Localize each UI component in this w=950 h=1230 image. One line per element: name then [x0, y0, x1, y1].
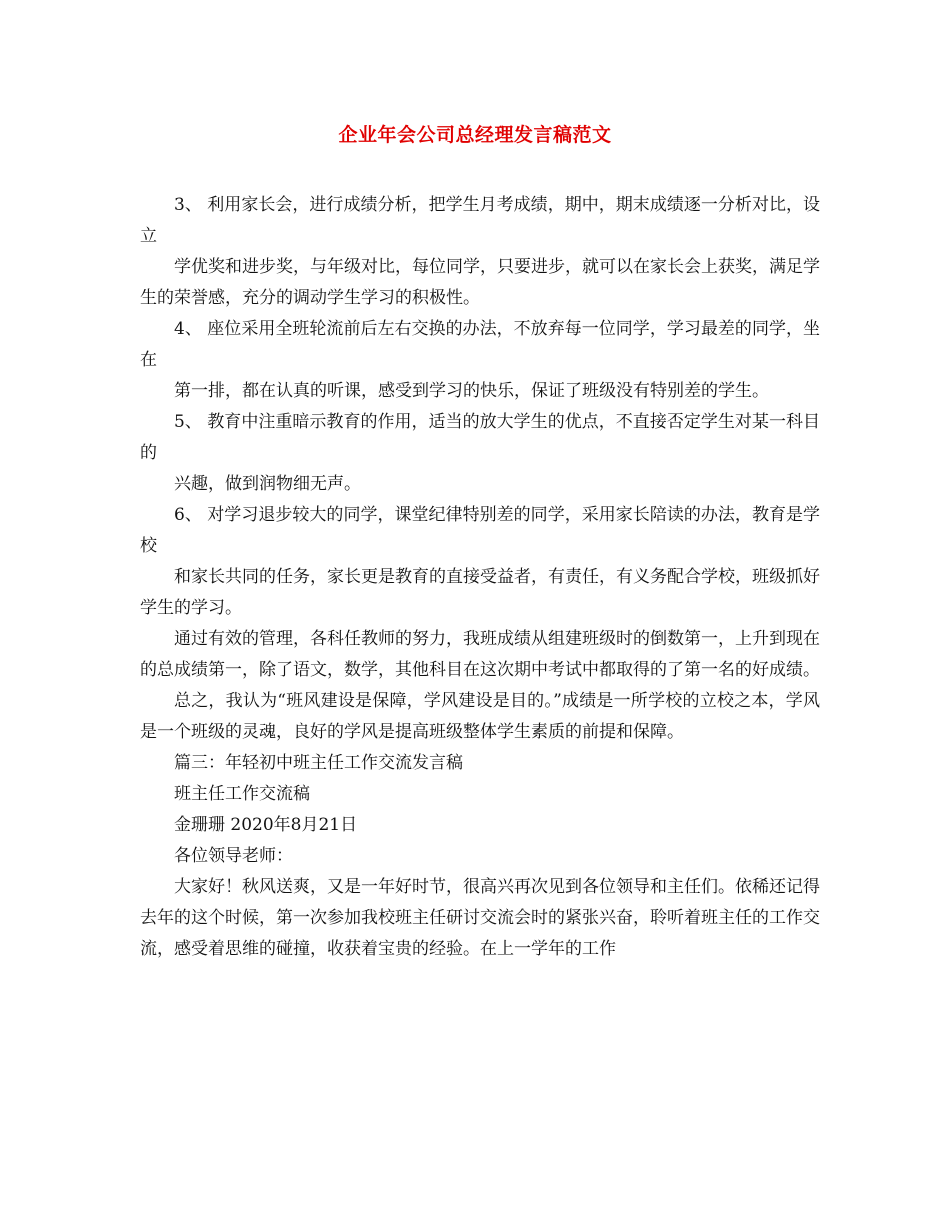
document-body [140, 190, 820, 965]
author-date: 金珊珊 2020年8月21日 [174, 815, 358, 835]
section-heading: 篇三：年轻初中班主任工作交流发言稿 [174, 753, 463, 773]
subtitle: 班主任工作交流稿 [174, 784, 310, 804]
paragraph: 第一排，都在认真的听课，感受到学习的快乐，保证了班级没有特别差的学生。 [174, 381, 769, 401]
paragraph: 学优奖和进步奖，与年级对比，每位同学，只要进步，就可以在家长会上获奖，满足学生的荣誉感，充分的调动学生学习的积极性。 [140, 257, 820, 308]
paragraph: 大家好！秋风送爽，又是一年好时节，很高兴再次见到各位领导和主任们。依稀还记得去年的这个时候，第一次参加我校班主任研讨交流会时的紧张兴奋，聆听着班主任的工作交流，感受着思维的碰撞，收获着宝贵的经验。在上一学年的工作 [140, 877, 820, 959]
paragraph: 4、 座位采用全班轮流前后左右交换的办法，不放弃每一位同学，学习最差的同学，坐在 [140, 319, 820, 370]
paragraph: 通过有效的管理，各科任教师的努力，我班成绩从组建班级时的倒数第一，上升到现在的总成绩第一，除了语文，数学，其他科目在这次期中考试中都取得的了第一名的好成绩。 [140, 629, 820, 680]
document-title: 企业年会公司总经理发言稿范文 [338, 124, 612, 146]
paragraph: 和家长共同的任务，家长更是教育的直接受益者，有责任，有义务配合学校，班级抓好学生的学习。 [140, 567, 820, 618]
paragraph: 5、 教育中注重暗示教育的作用，适当的放大学生的优点，不直接否定学生对某一科目的 [140, 412, 820, 463]
paragraph: 兴趣，做到润物细无声。 [174, 474, 361, 494]
paragraph: 3、 利用家长会，进行成绩分析，把学生月考成绩，期中，期末成绩逐一分析对比，设立 [140, 195, 820, 246]
paragraph: 6、 对学习退步较大的同学，课堂纪律特别差的同学，采用家长陪读的办法，教育是学校 [140, 505, 820, 556]
paragraph: 总之，我认为“班风建设是保障，学风建设是目的。”成绩是一所学校的立校之本，学风是一个班级的灵魂，良好的学风是提高班级整体学生素质的前提和保障。 [140, 691, 820, 742]
salutation: 各位领导老师： [174, 846, 293, 866]
